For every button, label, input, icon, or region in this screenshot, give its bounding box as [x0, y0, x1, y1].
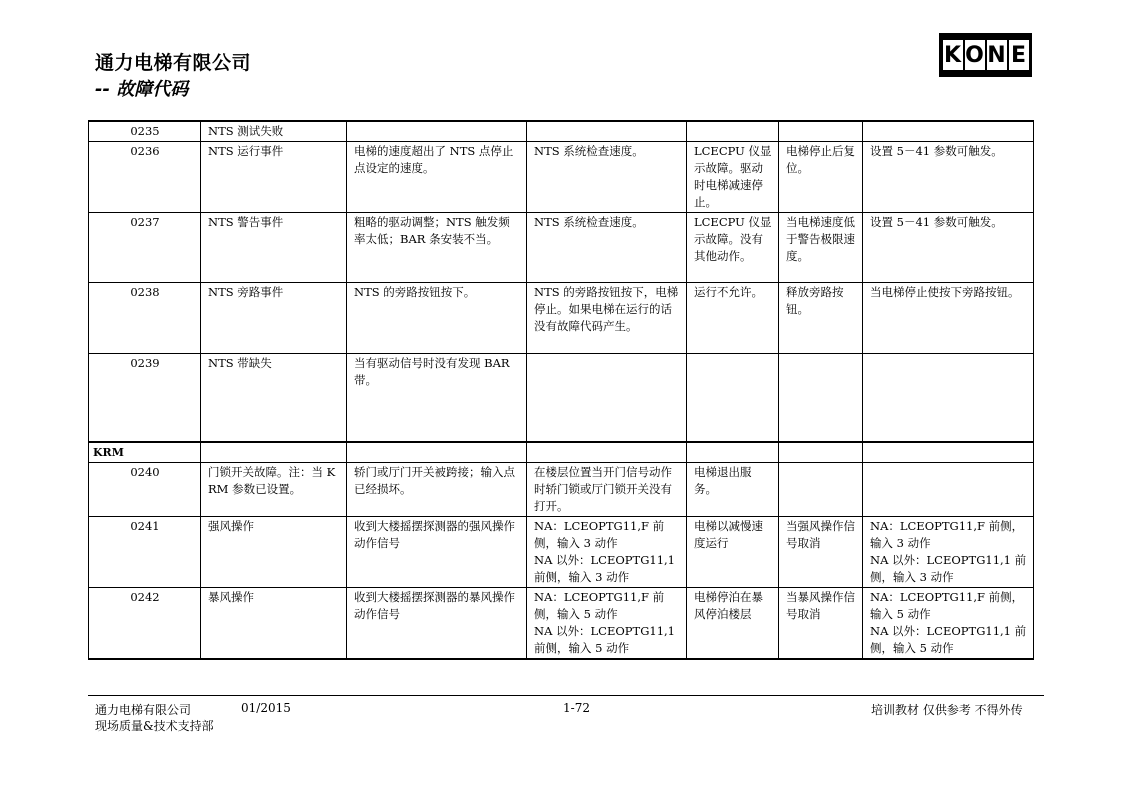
page-number: 1-72 [563, 701, 590, 715]
fault-recovery [779, 463, 863, 517]
fault-code-table [88, 120, 1034, 660]
fault-name: 强风操作 [201, 517, 347, 588]
fault-remark: NA：LCEOPTG11,F 前侧，输入 3 动作 NA 以外：LCEOPTG11,1 前侧，输入 3 动作 [863, 517, 1034, 588]
table-row [89, 142, 1034, 213]
fault-name: NTS 警告事件 [201, 213, 347, 283]
fault-detection [527, 354, 687, 442]
fault-action: 电梯退出服务。 [687, 463, 779, 517]
fault-detection: NA：LCEOPTG11,F 前侧，输入 3 动作 NA 以外：LCEOPTG11,1 前侧，输入 3 动作 [527, 517, 687, 588]
table-row [89, 354, 1034, 442]
section-label: KRM [89, 442, 201, 463]
fault-recovery: 当强风操作信号取消 [779, 517, 863, 588]
fault-code: 0236 [89, 142, 201, 213]
fault-recovery: 当电梯速度低于警告极限速度。 [779, 213, 863, 283]
fault-detection: 在楼层位置当开门信号动作时轿门锁或厅门锁开关没有打开。 [527, 463, 687, 517]
fault-remark: NA：LCEOPTG11,F 前侧，输入 5 动作 NA 以外：LCEOPTG11,1 前侧，输入 5 动作 [863, 588, 1034, 660]
logo-letter: K [943, 40, 963, 70]
logo-letter: O [965, 40, 985, 70]
fault-name: 门锁开关故障。注：当 KRM 参数已设置。 [201, 463, 347, 517]
footer-divider [88, 695, 1044, 696]
fault-code: 0239 [89, 354, 201, 442]
fault-action: LCECPU 仪显示故障。驱动时电梯减速停止。 [687, 142, 779, 213]
table-row [89, 588, 1034, 660]
fault-cause: 收到大楼摇摆探测器的强风操作动作信号 [347, 517, 527, 588]
fault-action: LCECPU 仪显示故障。没有其他动作。 [687, 213, 779, 283]
fault-recovery: 释放旁路按钮。 [779, 283, 863, 354]
kone-logo [939, 33, 1032, 77]
fault-code: 0242 [89, 588, 201, 660]
fault-remark [863, 463, 1034, 517]
fault-name: NTS 旁路事件 [201, 283, 347, 354]
footer-company: 通力电梯有限公司 [95, 703, 192, 717]
fault-cause: 粗略的驱动调整；NTS 触发频率太低；BAR 条安装不当。 [347, 213, 527, 283]
fault-detection: NA：LCEOPTG11,F 前侧，输入 5 动作 NA 以外：LCEOPTG11,1 前侧，输入 5 动作 [527, 588, 687, 660]
footer-date: 01/2015 [241, 701, 291, 715]
fault-cause: 电梯的速度超出了 NTS 点停止点设定的速度。 [347, 142, 527, 213]
table-row [89, 283, 1034, 354]
logo-letter: E [1009, 40, 1029, 70]
fault-cause: 收到大楼摇摆探测器的暴风操作动作信号 [347, 588, 527, 660]
fault-action [687, 354, 779, 442]
footer-notice: 培训教材 仅供参考 不得外传 [871, 703, 1023, 717]
company-title: 通力电梯有限公司 [95, 52, 252, 74]
fault-cause [347, 121, 527, 142]
fault-action: 运行不允许。 [687, 283, 779, 354]
fault-name: NTS 带缺失 [201, 354, 347, 442]
footer-department: 现场质量&技术支持部 [95, 719, 214, 733]
logo-letter: N [987, 40, 1007, 70]
section-header-row [89, 442, 1034, 463]
fault-name: NTS 测试失败 [201, 121, 347, 142]
fault-name: 暴风操作 [201, 588, 347, 660]
fault-code: 0238 [89, 283, 201, 354]
table-row [89, 517, 1034, 588]
fault-remark: 当电梯停止使按下旁路按钮。 [863, 283, 1034, 354]
table-row [89, 463, 1034, 517]
fault-code: 0235 [89, 121, 201, 142]
fault-detection: NTS 的旁路按钮按下，电梯停止。如果电梯在运行的话没有故障代码产生。 [527, 283, 687, 354]
fault-action: 电梯以减慢速度运行 [687, 517, 779, 588]
fault-recovery [779, 354, 863, 442]
fault-remark [863, 121, 1034, 142]
fault-code: 0240 [89, 463, 201, 517]
table-row [89, 121, 1034, 142]
fault-remark [863, 354, 1034, 442]
document-subtitle: -- 故障代码 [95, 79, 189, 100]
fault-recovery: 电梯停止后复位。 [779, 142, 863, 213]
fault-action [687, 121, 779, 142]
table-row [89, 213, 1034, 283]
fault-remark: 设置 5－41 参数可触发。 [863, 213, 1034, 283]
fault-detection [527, 121, 687, 142]
fault-code: 0237 [89, 213, 201, 283]
fault-name: NTS 运行事件 [201, 142, 347, 213]
fault-recovery: 当暴风操作信号取消 [779, 588, 863, 660]
fault-recovery [779, 121, 863, 142]
fault-code: 0241 [89, 517, 201, 588]
fault-remark: 设置 5－41 参数可触发。 [863, 142, 1034, 213]
fault-cause: 当有驱动信号时没有发现 BAR 带。 [347, 354, 527, 442]
fault-detection: NTS 系统检查速度。 [527, 142, 687, 213]
fault-action: 电梯停泊在暴风停泊楼层 [687, 588, 779, 660]
fault-detection: NTS 系统检查速度。 [527, 213, 687, 283]
fault-cause: 轿门或厅门开关被跨接；输入点已经损坏。 [347, 463, 527, 517]
fault-cause: NTS 的旁路按钮按下。 [347, 283, 527, 354]
